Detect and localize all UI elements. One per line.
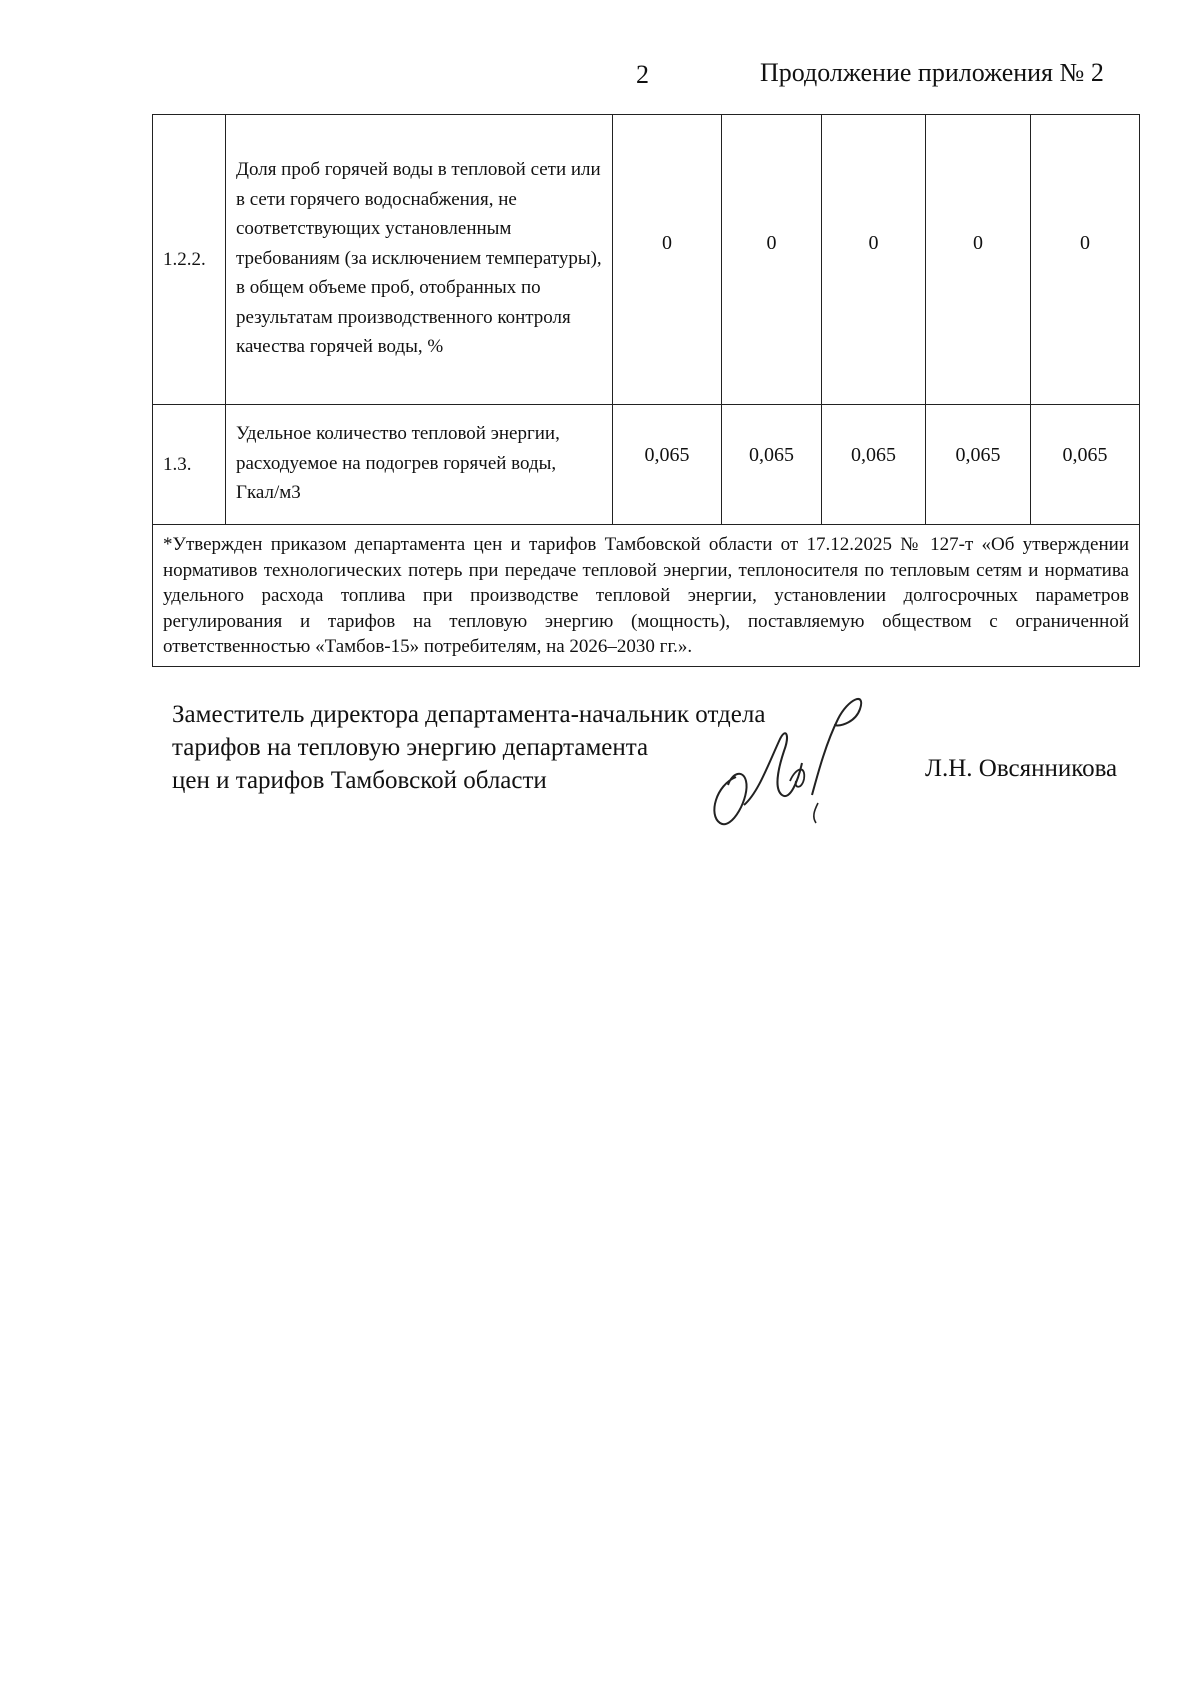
row-value: 0 [926, 115, 1031, 405]
table-note-row [153, 525, 1140, 667]
row-value: 0 [822, 115, 926, 405]
handwritten-signature [700, 685, 870, 835]
row-number: 1.2.2. [153, 115, 226, 405]
position-line: тарифов на тепловую энергию департамента [172, 734, 649, 761]
row-value: 0 [613, 115, 722, 405]
table-row [153, 115, 1140, 405]
table-row [153, 405, 1140, 525]
row-value: 0,065 [613, 405, 722, 525]
row-description: Доля проб горячей воды в тепловой сети или в сети горячего водоснабжения, не соответствующих установленным требованиям (за исключением температуры), в общем объеме проб, отобранных по результатам производственного контроля качества горячей воды, % [226, 115, 613, 405]
row-value: 0,065 [822, 405, 926, 525]
position-line: цен и тарифов Тамбовской области [172, 767, 547, 794]
row-value: 0 [1031, 115, 1140, 405]
row-value: 0,065 [722, 405, 822, 525]
table-footnote: *Утвержден приказом департамента цен и тарифов Тамбовской области от 17.12.2025 № 127-т «Об утверждении нормативов технологических потерь при передаче тепловой энергии, теплоносителя по тепловым сетям и норматива удельного расхода топлива при производстве тепловой энергии, установлении долгосрочных параметров регулирования и тарифов на тепловую энергию (мощность), поставляемую обществом с ограниченной ответственностью «Тамбов-15» потребителям, на 2026–2030 гг.». [153, 525, 1140, 667]
page-number: 2 [636, 60, 649, 89]
row-value: 0,065 [1031, 405, 1140, 525]
row-value: 0 [722, 115, 822, 405]
signer-name: Л.Н. Овсянникова [925, 755, 1118, 782]
signatory-position [172, 698, 765, 797]
row-value: 0,065 [926, 405, 1031, 525]
row-description: Удельное количество тепловой энергии, расходуемое на подогрев горячей воды, Гкал/м3 [226, 405, 613, 525]
position-line: Заместитель директора департамента-начальник отдела [172, 701, 766, 728]
indicators-table [152, 114, 1140, 667]
row-number: 1.3. [153, 405, 226, 525]
appendix-label: Продолжение приложения № 2 [760, 58, 1104, 87]
